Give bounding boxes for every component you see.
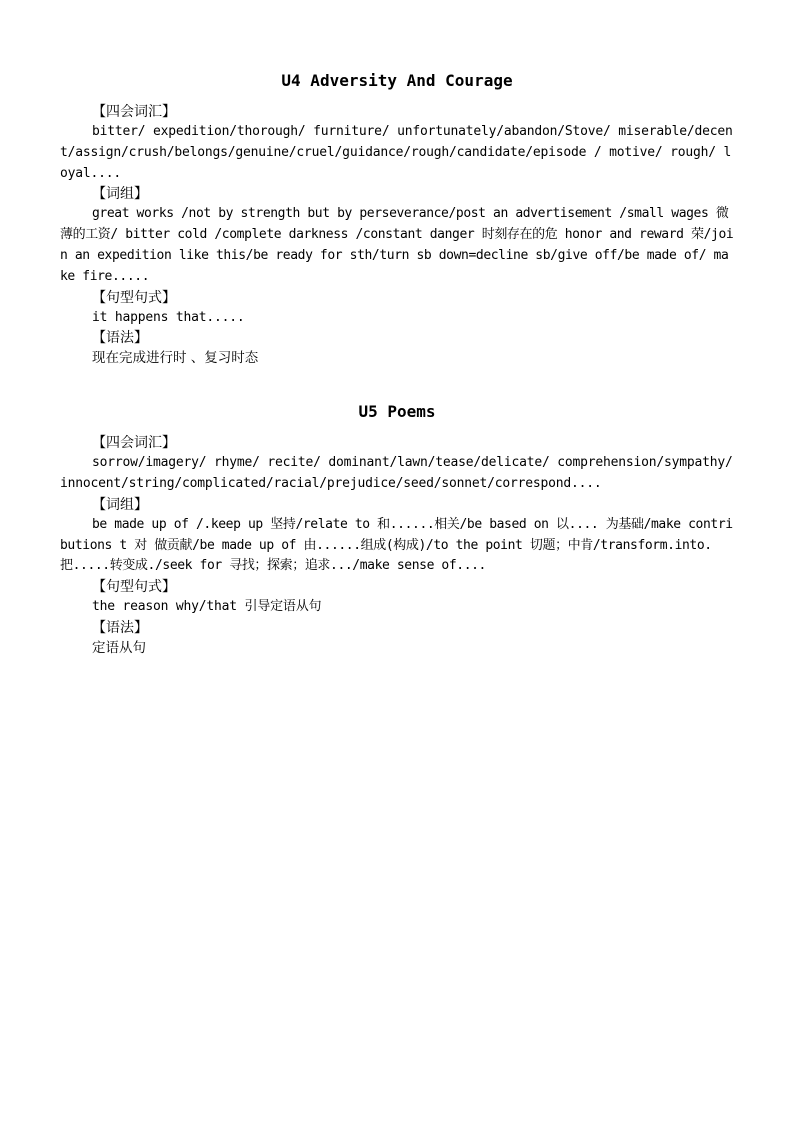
unit-title: U4 Adversity And Courage [281,71,513,90]
phrases-heading: 【词组】 [92,496,148,513]
vocab-heading: 【四会词汇】 [92,104,176,120]
phrases-list: great works /not by strength but by perseverance/post an advertisement /small wages 微薄的工资/ bitter cold /complete darkness /constant danger 时刻存在的危 honor and reward 荣/join an expedition like this/be ready for sth/turn sb down=decline sb/give off/be made of/ make fire..... [60,206,734,284]
document-page [60,66,734,659]
patterns-heading: 【句型句式】 [92,289,176,306]
vocab-heading: 【四会词汇】 [92,435,176,452]
grammar-heading: 【语法】 [92,330,148,347]
grammar-heading: 【语法】 [92,619,148,636]
vocab-list: sorrow/imagery/ rhyme/ recite/ dominant/lawn/tease/delicate/ comprehension/sympathy/innocent/string/complicated/racial/prejudice/seed/sonnet/correspond.... [60,455,733,491]
unit-5-section [60,397,734,659]
patterns-text: it happens that..... [92,309,245,325]
unit-4-section [60,66,734,369]
unit-title: U5 Poems [358,402,436,422]
phrases-heading: 【词组】 [92,186,148,203]
grammar-text: 定语从句 [92,639,146,656]
patterns-text: the reason why/that 引导定语从句 [92,599,322,615]
vocab-list: bitter/ expedition/thorough/ furniture/ unfortunately/abandon/Stove/ miserable/decent/assign/crush/belongs/genuine/cruel/guidance/rough/candidate/episode / motive/ rough/ loyal.... [60,124,733,181]
phrases-list: be made up of /.keep up 坚持/relate to 和......相关/be based on 以.... 为基础/make contributions t 对 做贡献/be made up of 由......组成(构成)/to the point 切题；中肯/transform.into.把.....转变成./seek for 寻找；探索；追求.../make sense of.... [60,516,733,574]
patterns-heading: 【句型句式】 [92,579,176,596]
grammar-text: 现在完成进行时 、复习时态 [92,350,259,367]
